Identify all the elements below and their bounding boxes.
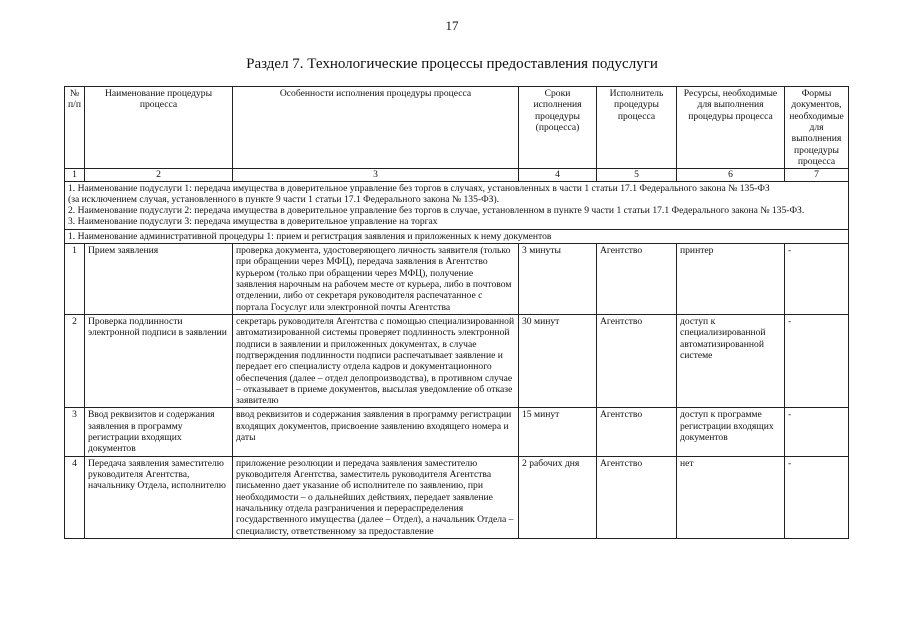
row-number: 3 (65, 408, 85, 456)
procedure-term: 30 минут (519, 314, 597, 408)
subservice-cell (65, 181, 849, 229)
procedure-executor: Агентство (597, 456, 677, 538)
procedure-details: ввод реквизитов и содержания заявления в программу регистрации входящих документов, присвоение заявлению входящего номера и даты (233, 408, 519, 456)
procedure-forms: - (785, 314, 849, 408)
procedure-resources: доступ к программе регистрации входящих документов (677, 408, 785, 456)
procedure-forms: - (785, 408, 849, 456)
procedure-term: 3 минуты (519, 244, 597, 315)
procedure-name: Прием заявления (85, 244, 233, 315)
procedure-term: 2 рабочих дня (519, 456, 597, 538)
procedure-resources: принтер (677, 244, 785, 315)
table-row (65, 456, 849, 538)
row-number: 2 (65, 314, 85, 408)
procedure-name: Ввод реквизитов и содержания заявления в программу регистрации входящих документов (85, 408, 233, 456)
column-number: 3 (233, 169, 519, 181)
procedure-resources: доступ к специализированной автоматизированной системе (677, 314, 785, 408)
admin-procedure-row (65, 229, 849, 243)
column-number: 2 (85, 169, 233, 181)
procedure-term: 15 минут (519, 408, 597, 456)
procedure-name: Проверка подлинности электронной подписи в заявлении (85, 314, 233, 408)
admin-procedure-cell: 1. Наименование административной процедуры 1: прием и регистрация заявления и приложенных к нему документов (65, 229, 849, 243)
procedure-details: приложение резолюции и передача заявления заместителю руководителя Агентства, заместитель руководителя Агентства письменно дает указание об исполнителе по заявлению, при необходимости – о дальнейших действиях, передает заявление начальнику отдела разграничения и перераспределения государственного имущества (далее – Отдел), а начальник Отдела – специалисту, ответственному за предоставление (233, 456, 519, 538)
row-number: 1 (65, 244, 85, 315)
header-cell-forms: Формы документов, необходимые для выполнения процедуры процесса (785, 87, 849, 169)
header-cell-name: Наименование процедуры процесса (85, 87, 233, 169)
header-cell-resources: Ресурсы, необходимые для выполнения процедуры процесса (677, 87, 785, 169)
process-table (64, 86, 849, 539)
procedure-forms: - (785, 456, 849, 538)
column-number: 1 (65, 169, 85, 181)
table-row (65, 408, 849, 456)
header-cell-num: № п/п (65, 87, 85, 169)
header-row (65, 87, 849, 169)
procedure-resources: нет (677, 456, 785, 538)
procedure-executor: Агентство (597, 314, 677, 408)
table-row (65, 244, 849, 315)
procedure-details: секретарь руководителя Агентства с помощью специализированной автоматизированной системы проверяет подлинность электронной подписи в заявлении и приложенных документах, в случае подтверждения подлинности подписи распечатывает заявление и передает его специалисту отдела кадров и документационного обеспечения (далее – отдел делопроизводства), в противном случае – отказывает в приеме документов, высылая уведомление об отказе заявителю (233, 314, 519, 408)
subservice-line: 3. Наименование подуслуги 3: передача имущества в доверительное управление на торгах (68, 216, 438, 228)
procedure-executor: Агентство (597, 408, 677, 456)
column-number: 5 (597, 169, 677, 181)
column-numbers-row (65, 169, 849, 181)
subservice-line: 2. Наименование подуслуги 2: передача имущества в доверительное управление без торгов в случае, установленном в пункте 9 части 1 статьи 17.1 Федерального закона № 135-ФЗ. (68, 205, 805, 217)
procedure-forms: - (785, 244, 849, 315)
header-cell-details: Особенности исполнения процедуры процесса (233, 87, 519, 169)
section-title: Раздел 7. Технологические процессы предоставления подуслуги (246, 56, 658, 72)
page-number: 17 (445, 18, 459, 33)
procedure-details: проверка документа, удостоверяющего личность заявителя (только при обращении через МФЦ), передача заявления в Агентство курьером (только при обращении через МФЦ), получение заявления нарочным на рабочем месте от курьера, либо в почтовом отделении, либо от секретаря руководителя распечатанное с портала Госуслуг или электронной почты Агентства (233, 244, 519, 315)
subservice-line: 1. Наименование подуслуги 1: передача имущества в доверительное управление без торгов в случаях, установленных в части 1 статьи 17.1 Федерального закона № 135-ФЗ (68, 182, 770, 194)
column-number: 6 (677, 169, 785, 181)
column-number: 4 (519, 169, 597, 181)
procedure-executor: Агентство (597, 244, 677, 315)
subservice-line: (за исключением случая, установленного в пункте 9 части 1 статьи 17.1 Федерального закона № 135-ФЗ). (68, 193, 500, 205)
table-row (65, 314, 849, 408)
procedure-name: Передача заявления заместителю руководителя Агентства, начальнику Отдела, исполнителю (85, 456, 233, 538)
header-cell-term: Сроки исполнения процедуры (процесса) (519, 87, 597, 169)
row-number: 4 (65, 456, 85, 538)
column-number: 7 (785, 169, 849, 181)
header-cell-executor: Исполнитель процедуры процесса (597, 87, 677, 169)
subservice-row (65, 181, 849, 229)
